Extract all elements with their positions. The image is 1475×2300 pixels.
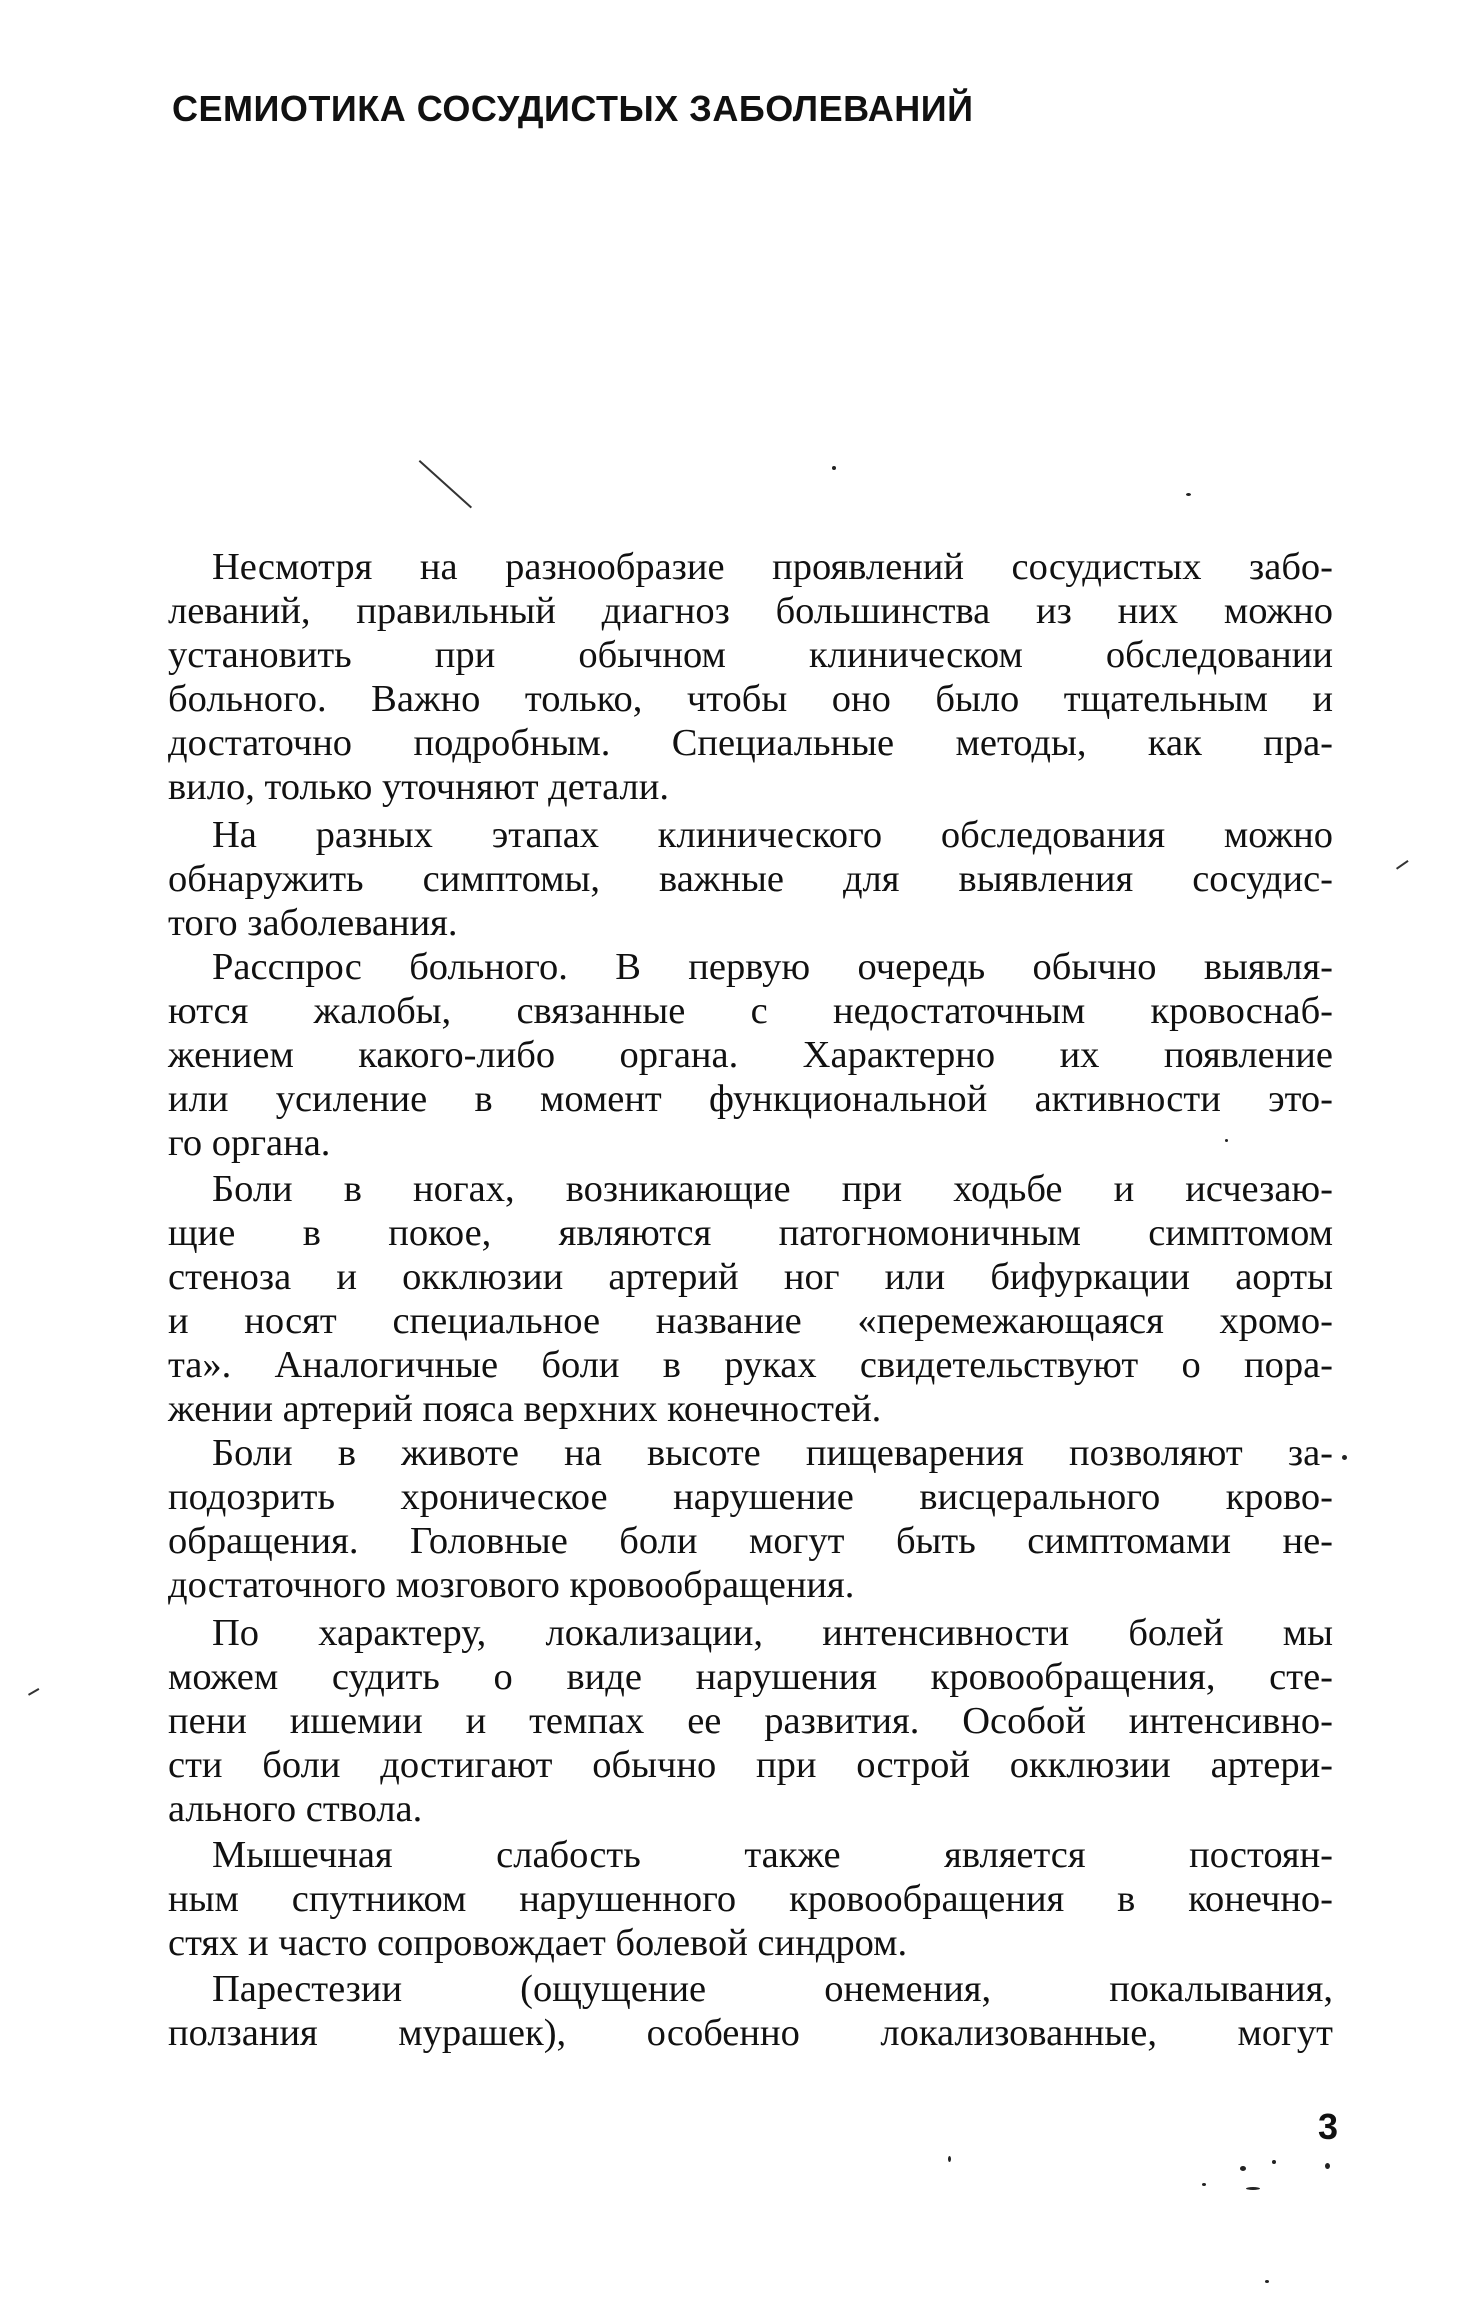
text-line: ального ствола.: [168, 1788, 423, 1830]
page-number: 3: [1318, 2106, 1339, 2147]
scan-speck: [1246, 2187, 1260, 2190]
text-line: го органа.: [168, 1122, 331, 1164]
scan-speck: [948, 2156, 951, 2162]
text-line: сти боли достигают обычно при острой окклюзии артери-: [168, 1744, 1333, 1786]
text-line: достаточно подробным. Специальные методы, как пра-: [168, 722, 1333, 764]
text-line: пени ишемии и темпах ее развития. Особой интенсивно-: [168, 1700, 1333, 1742]
scan-speck: [1342, 1455, 1347, 1460]
text-line: жением какого-либо органа. Характерно их появление: [168, 1034, 1333, 1076]
text-line: обращения. Головные боли могут быть симптомами не-: [168, 1520, 1333, 1562]
text-line: Боли в ногах, возникающие при ходьбе и исчезаю-: [212, 1168, 1333, 1210]
text-line: можем судить о виде нарушения кровообращения, сте-: [168, 1656, 1333, 1698]
scan-speck: [1265, 2280, 1269, 2283]
text-line: того заболевания.: [168, 902, 458, 944]
scan-mark: [1396, 860, 1409, 870]
text-line: ются жалобы, связанные с недостаточным кровоснаб-: [168, 990, 1333, 1032]
scan-mark: [28, 1688, 39, 1696]
text-line: обнаружить симптомы, важные для выявления сосудис-: [168, 858, 1333, 900]
scan-speck: [1202, 2183, 1206, 2186]
scan-mark: [419, 460, 472, 508]
text-line: или усиление в момент функциональной активности это-: [168, 1078, 1333, 1120]
text-line: Боли в животе на высоте пищеварения позволяют за-: [212, 1432, 1333, 1474]
text-line: Мышечная слабость также является постоян-: [212, 1834, 1333, 1876]
text-line: На разных этапах клинического обследования можно: [212, 814, 1333, 856]
text-line: вило, только уточняют детали.: [168, 766, 669, 808]
text-line: ным спутником нарушенного кровообращения в конечно-: [168, 1878, 1333, 1920]
text-line: стях и часто сопровождает болевой синдром.: [168, 1922, 908, 1964]
scan-speck: [1225, 1139, 1228, 1142]
scan-speck: [832, 466, 836, 470]
text-line: больного. Важно только, чтобы оно было тщательным и: [168, 678, 1333, 720]
chapter-title: СЕМИОТИКА СОСУДИСТЫХ ЗАБОЛЕВАНИЙ: [172, 88, 974, 129]
text-line: Расспрос больного. В первую очередь обычно выявля-: [212, 946, 1333, 988]
text-line: и носят специальное название «перемежающаяся хромо-: [168, 1300, 1333, 1342]
text-line: подозрить хроническое нарушение висцерального крово-: [168, 1476, 1333, 1518]
text-line: леваний, правильный диагноз большинства из них можно: [168, 590, 1333, 632]
text-line: установить при обычном клиническом обследовании: [168, 634, 1333, 676]
text-line: стеноза и окклюзии артерий ног или бифуркации аорты: [168, 1256, 1333, 1298]
text-line: Несмотря на разнообразие проявлений сосудистых забо-: [212, 546, 1333, 588]
text-line: щие в покое, являются патогномоничным симптомом: [168, 1212, 1333, 1254]
scan-speck: [1240, 2166, 1246, 2171]
scan-speck: [1272, 2160, 1276, 2164]
text-line: ползания мурашек), особенно локализованные, могут: [168, 2012, 1333, 2054]
text-line: достаточного мозгового кровообращения.: [168, 1564, 855, 1606]
scan-speck: [1186, 493, 1191, 496]
text-line: По характеру, локализации, интенсивности болей мы: [212, 1612, 1333, 1654]
scan-speck: [1325, 2163, 1330, 2169]
text-line: жении артерий пояса верхних конечностей.: [168, 1388, 882, 1430]
text-line: та». Аналогичные боли в руках свидетельствуют о пора-: [168, 1344, 1333, 1386]
text-line: Парестезии (ощущение онемения, покалывания,: [212, 1968, 1333, 2010]
